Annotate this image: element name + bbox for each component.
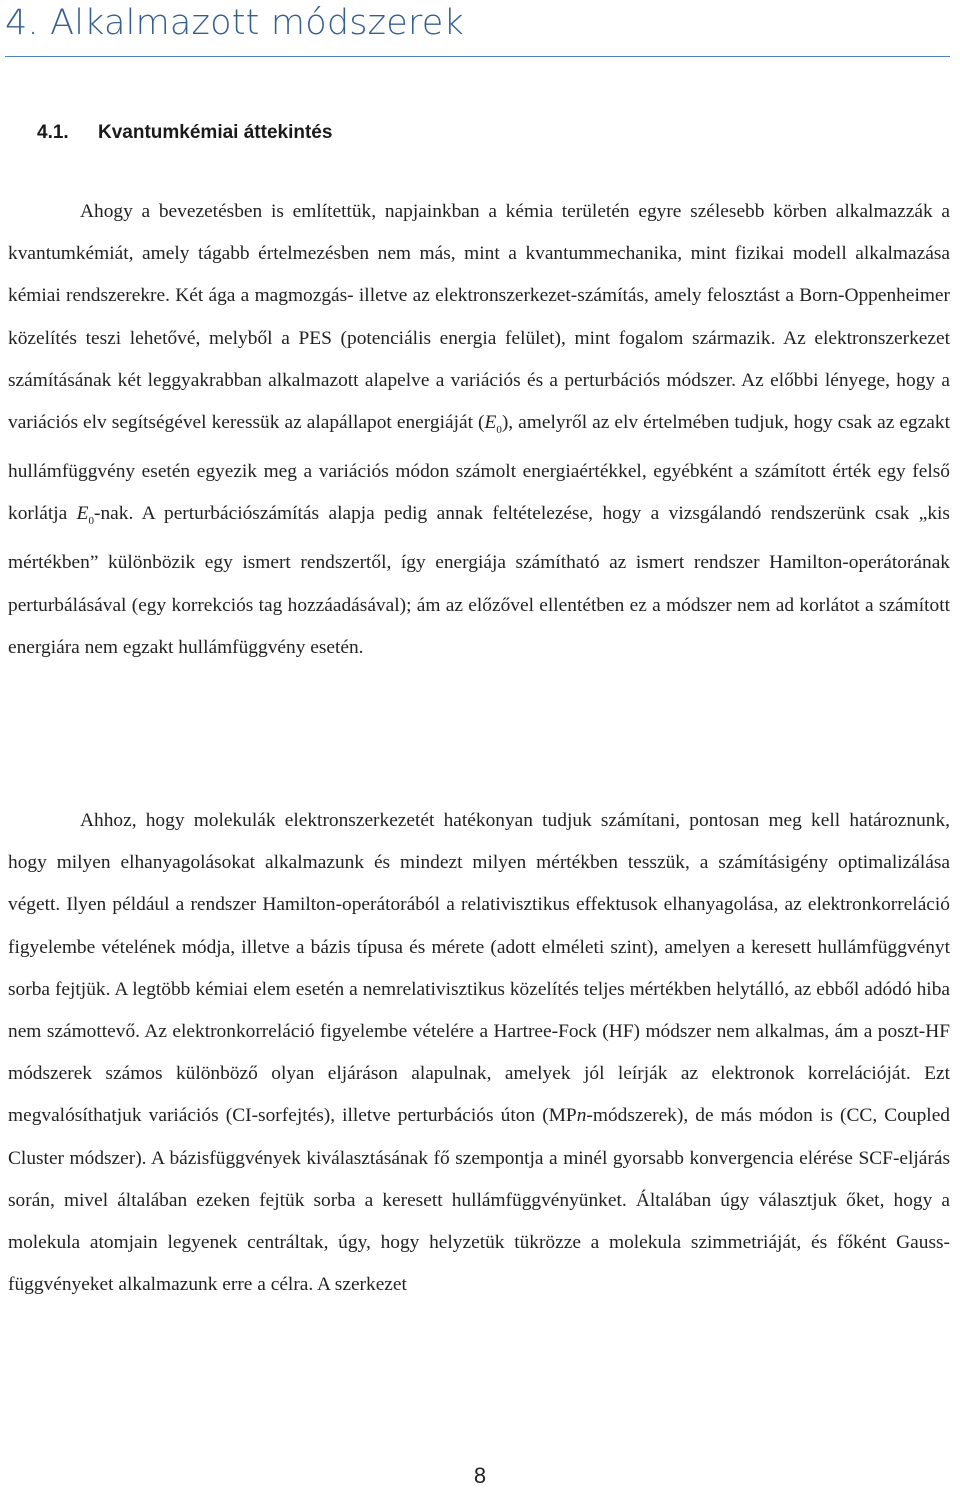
section-heading [37,120,937,146]
paragraph-2-text-b: -módszerek), de más módon is (CC, Coupled Cluster módszer). A bázisfüggvények kiválasztásának fő szempontja a minél gyorsabb konvergencia elérése SCF-eljárás során, mivel általában ezeken fejtük sorba a keresett hullámfüggvényünket. Általában úgy választjuk őket, hogy a molekula atomjain legyenek centráltak, úgy, hogy helyzetük tükrözze a molekula szimmetriáját, és főként Gauss-függvényeket alkalmazunk erre a célra. A szerkezet [8,1105,950,1296]
mpn-variable: n [576,1105,587,1127]
paragraph-1-text-c: -nak. A perturbációszámítás alapja pedig annak feltételezése, hogy a vizsgálandó rendszerünk csak „kis mértékben” különbözik egy ismert rendszertől, így energiája számítható az ismert rendszer Hamilton-operátorának perturbálásával (egy korrekciós tag hozzáadásával); ám az előzővel ellentétben ez a módszer nem ad korlátot a számított energiára nem egzakt hullámfüggvény esetén. [8,503,950,658]
section-title: Kvantumkémiai áttekintés [98,122,333,143]
title-divider [5,56,950,57]
section-number: 4.1. [37,122,69,143]
paragraph-1-text-a: Ahogy a bevezetésben is említettük, napjainkban a kémia területén egyre szélesebb körben alkalmazzák a kvantumkémiát, amely tágabb értelmezésben nem más, mint a kvantummechanika, mint fizikai modell alkalmazása kémiai rendszerekre. Két ága a magmozgás- illetve az elektronszerkezet-számítás, amely felosztást a Born-Oppenheimer közelítés teszi lehetővé, melyből a PES (potenciális energia felület), mint fogalom származik. Az elektronszerkezet számításának két leggyakrabban alkalmazott alapelve a variációs és a perturbációs módszer. Az előbbi lényege, hogy a variációs elv segítségével keressük az alapállapot energiáját ( [8,201,950,434]
paragraph-1 [8,191,950,669]
energy-symbol-2: E [76,503,89,525]
paragraph-1-text-b: ), amelyről az elv értelmében tudjuk, hogy csak az egzakt hullámfüggvény esetén egyezik meg a variációs módon számolt energiaértékkel, egyébként a számított érték egy felső korlátja [8,412,950,525]
paragraph-2 [8,800,950,1306]
chapter-title: 4. Alkalmazott módszerek [5,3,464,43]
page-number: 8 [473,1463,487,1488]
energy-subscript-2: 0 [88,515,94,528]
paragraph-2-text-a: Ahhoz, hogy molekulák elektronszerkezetét hatékonyan tudjuk számítani, pontosan meg kell határoznunk, hogy milyen elhanyagolásokat alkalmazunk és mindezt milyen mértékben tesszük, a számításigény optimalizálása végett. Ilyen például a rendszer Hamilton-operátorából a relativisztikus effektusok elhanyagolása, az elektronkorreláció figyelembe vételének módja, illetve a bázis típusa és mérete (adott elméleti szint), amelyen a keresett hullámfüggvényt sorba fejtjük. A legtöbb kémiai elem esetén a nemrelativisztikus közelítés teljes mértékben helytálló, az ebből adódó hiba nem számottevő. Az elektronkorreláció figyelembe vételére a Hartree-Fock (HF) módszer nem alkalmas, ám a poszt-HF módszerek számos különböző olyan eljáráson alapulnak, amelyek jól leírják az elektronok korrelációját. Ezt megvalósíthatjuk variációs (CI-sorfejtés), illetve perturbációs úton (MP [8,810,950,1127]
energy-symbol: E [484,412,497,434]
energy-subscript: 0 [496,423,502,436]
